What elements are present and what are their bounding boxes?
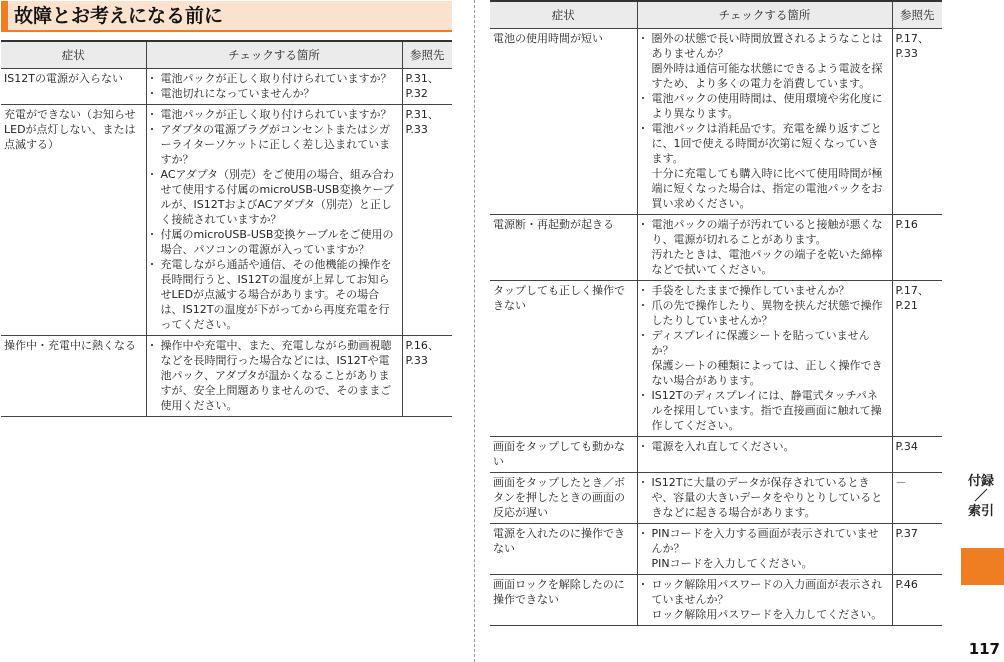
check-item-text: 電池パックの端子が汚れていると接触が悪くなり、電源が切れることがあります。 — [651, 218, 883, 246]
check-item — [150, 338, 399, 413]
side-tab-marker — [961, 548, 1004, 585]
header-ref: 参照先 — [402, 41, 452, 69]
table-row — [490, 281, 942, 437]
reference-cell: P.31、 P.33 — [402, 105, 452, 336]
check-item — [150, 122, 399, 167]
check-cell — [146, 336, 402, 417]
header-check: チェックする箇所 — [146, 41, 402, 69]
check-item-text: IS12Tのディスプレイには、静電式タッチパネルを採用しています。指で直接画面に触れて操作してください。 — [651, 389, 882, 432]
check-item-text: ディスプレイに保護シートを貼っていませんか？ — [651, 329, 870, 357]
check-list — [150, 338, 399, 413]
side-tab-appendix-index[interactable] — [958, 474, 1004, 519]
check-item-text: 付属のmicroUSB-USB変換ケーブルをご使用の場合、パソコンの電源が入っていますか？ — [160, 228, 394, 256]
check-item-text: 充電しながら通話や通信、その他機能の操作を長時間行うと、IS12Tの温度が上昇してお知らせLEDが点滅する場合があります。その場合は、IS12Tの温度が下がってから再度充電を行ってください。 — [160, 258, 392, 331]
check-item — [641, 298, 889, 328]
page-divider — [474, 0, 475, 662]
symptom-cell: 画面をタップしたとき／ボタンを押したときの画面の反応が遅い — [490, 473, 637, 524]
check-item-text: 爪の先で操作したり、異物を挟んだ状態で操作したりしていませんか？ — [651, 299, 883, 327]
check-item — [150, 167, 399, 227]
check-item-text: 電池切れになっていませんか？ — [160, 87, 315, 100]
check-item-text: 電池パックが正しく取り付けられていますか？ — [160, 72, 392, 85]
check-item — [150, 86, 399, 101]
check-item-note: 汚れたときは、電池パックの端子を乾いた綿棒などで拭いてください。 — [651, 248, 883, 276]
table-row — [490, 437, 942, 473]
symptom-cell: 画面をタップしても動かない — [490, 437, 637, 473]
check-cell — [146, 105, 402, 336]
check-item — [150, 257, 399, 332]
reference-cell: P.16、 P.33 — [402, 336, 452, 417]
check-cell — [637, 437, 892, 473]
table-row — [1, 69, 452, 105]
check-item — [641, 388, 889, 433]
check-item — [641, 328, 889, 388]
check-item — [641, 283, 889, 298]
table-row — [490, 29, 942, 215]
header-symptom: 症状 — [1, 41, 146, 69]
check-item-text: 圏外の状態で長い時間放置されるようなことはありませんか？ — [651, 32, 883, 60]
reference-cell: P.37 — [892, 524, 942, 575]
reference-cell: P.17、 P.21 — [892, 281, 942, 437]
reference-cell: P.16 — [892, 215, 942, 281]
check-cell — [637, 29, 892, 215]
check-list — [150, 71, 399, 101]
reference-cell: P.17、 P.33 — [892, 29, 942, 215]
table-header-row — [1, 41, 452, 69]
reference-cell: P.31、 P.32 — [402, 69, 452, 105]
check-item — [641, 31, 889, 91]
check-item-note: 圏外時は通信可能な状態にできるよう電波を探すため、より多くの電力を消費しています。 — [651, 62, 883, 90]
check-list — [641, 283, 889, 433]
page-title: 故障とお考えになる前に — [1, 1, 452, 32]
header-check: チェックする箇所 — [637, 1, 892, 29]
symptom-cell: IS12Tの電源が入らない — [1, 69, 146, 105]
check-item-text: アダプタの電源プラグがコンセントまたはシガーライターソケットに正しく差し込まれていますか？ — [160, 123, 391, 166]
check-item — [641, 577, 889, 622]
check-list — [641, 526, 889, 571]
reference-cell: － — [892, 473, 942, 524]
symptom-cell: 電源断・再起動が起きる — [490, 215, 637, 281]
symptom-cell: 画面ロックを解除したのに操作できない — [490, 575, 637, 626]
check-item-text: 操作中や充電中、また、充電しながら動画視聴などを長時間行った場合などには、IS12Tや電池パック、アダプタが温かくなることがありますが、安全上問題ありませんので、そのままご使用ください。 — [160, 339, 392, 412]
check-item-text: 手袋をしたままで操作していませんか？ — [651, 284, 850, 297]
check-item-text: ACアダプタ（別売）をご使用の場合、組み合わせて使用する付属のmicroUSB-USB変換ケーブルが、IS12TおよびACアダプタ（別売）と正しく接続されていますか？ — [160, 168, 394, 226]
right-table-body — [490, 29, 942, 626]
table-row — [1, 336, 452, 417]
header-symptom: 症状 — [490, 1, 637, 29]
check-item-text: 電池パックは消耗品です。充電を繰り返すごとに、1回で使える時間が次第に短くなっていきます。 — [651, 122, 882, 165]
table-header-row — [490, 1, 942, 29]
check-item-note: 十分に充電しても購入時に比べて使用時間が極端に短くなった場合は、指定の電池パックをお買い求めください。 — [651, 167, 883, 210]
check-cell — [637, 215, 892, 281]
header-ref: 参照先 — [892, 1, 942, 29]
table-row — [490, 473, 942, 524]
check-item-note: PINコードを入力してください。 — [651, 557, 813, 570]
table-row — [490, 575, 942, 626]
check-item — [641, 217, 889, 277]
check-list — [641, 475, 889, 520]
symptom-cell: 電源を入れたのに操作できない — [490, 524, 637, 575]
check-item-text: PINコードを入力する画面が表示されていませんか？ — [651, 527, 879, 555]
check-item — [641, 91, 889, 121]
check-cell — [146, 69, 402, 105]
check-cell — [637, 281, 892, 437]
check-item-text: ロック解除用パスワードの入力画面が表示されていませんか？ — [651, 578, 883, 606]
table-row — [490, 215, 942, 281]
page-number: 117 — [968, 640, 1000, 658]
reference-cell: P.34 — [892, 437, 942, 473]
troubleshooting-table-left — [1, 40, 452, 417]
check-item — [641, 526, 889, 571]
check-item-text: 電池パックの使用時間は、使用環境や劣化度により異なります。 — [651, 92, 883, 120]
check-list — [150, 107, 399, 332]
left-table-body — [1, 69, 452, 417]
reference-cell: P.46 — [892, 575, 942, 626]
table-row — [490, 524, 942, 575]
check-item-note: 保護シートの種類によっては、正しく操作できない場合があります。 — [651, 359, 883, 387]
check-item — [150, 227, 399, 257]
troubleshooting-table-right — [490, 0, 942, 626]
symptom-cell: 操作中・充電中に熱くなる — [1, 336, 146, 417]
check-item — [150, 71, 399, 86]
side-tab-line3: 索引 — [967, 504, 994, 519]
check-item — [641, 475, 889, 520]
check-item — [641, 439, 889, 454]
check-item-text: 電源を入れ直してください。 — [651, 440, 795, 453]
check-cell — [637, 524, 892, 575]
check-list — [641, 31, 889, 211]
symptom-cell: 充電ができない（お知らせLEDが点灯しない、または点滅する） — [1, 105, 146, 336]
side-tab-line2: ／ — [974, 489, 988, 504]
check-item — [641, 121, 889, 211]
check-list — [641, 439, 889, 454]
side-tab-line1: 付録 — [967, 474, 994, 489]
check-list — [641, 217, 889, 277]
check-cell — [637, 473, 892, 524]
check-item-text: IS12Tに大量のデータが保存されているときや、容量の大きいデータをやりとりしているときなどに起きる場合があります。 — [651, 476, 883, 519]
check-item — [150, 107, 399, 122]
check-list — [641, 577, 889, 622]
table-row — [1, 105, 452, 336]
symptom-cell: タップしても正しく操作できない — [490, 281, 637, 437]
check-cell — [637, 575, 892, 626]
symptom-cell: 電池の使用時間が短い — [490, 29, 637, 215]
check-item-note: ロック解除用パスワードを入力してください。 — [651, 608, 883, 621]
check-item-text: 電池パックが正しく取り付けられていますか？ — [160, 108, 392, 121]
